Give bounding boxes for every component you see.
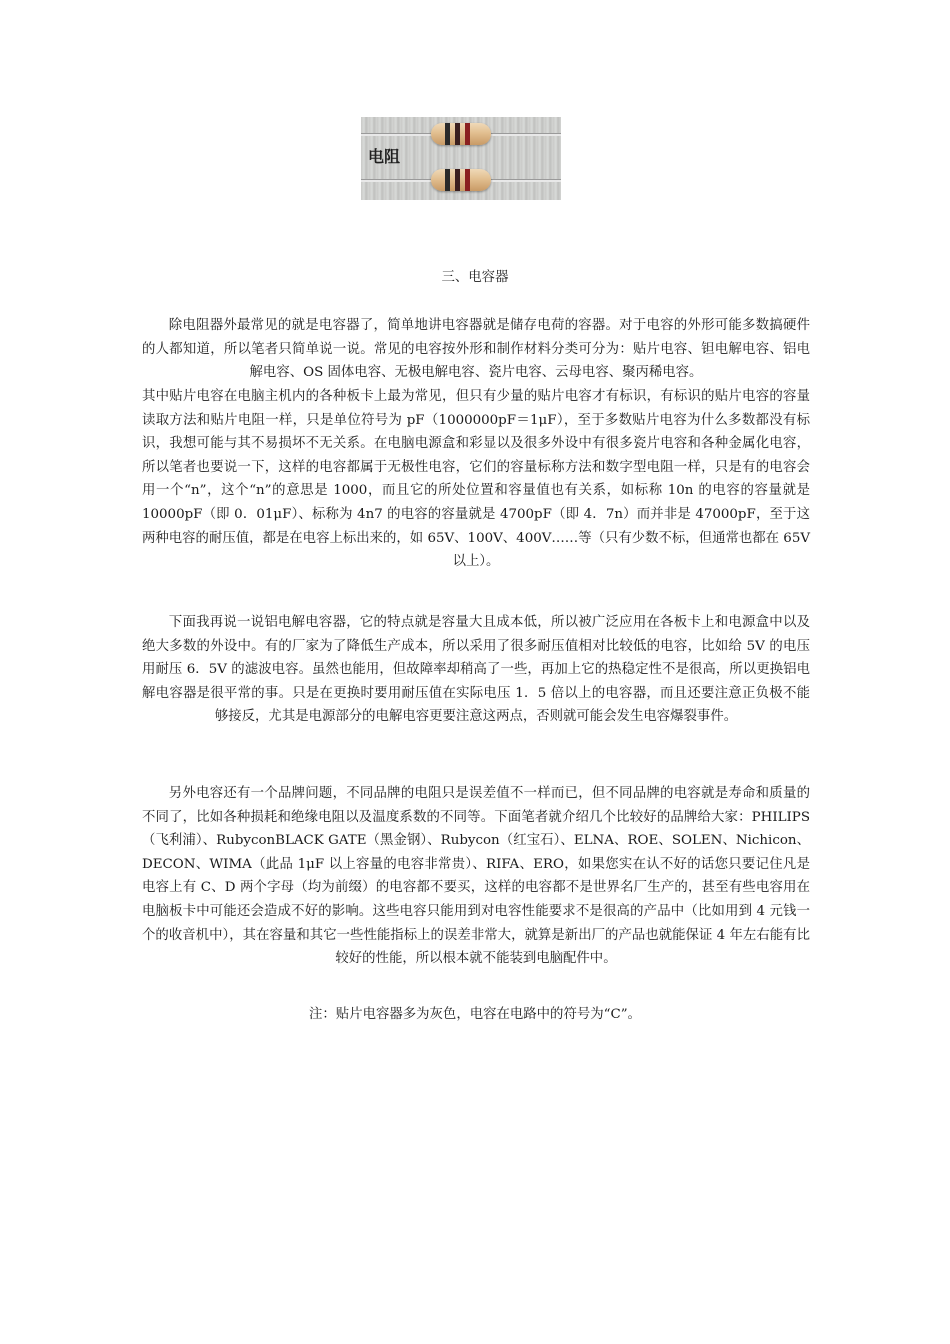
color-band	[455, 169, 460, 191]
paragraph-smd-capacitors	[142, 385, 810, 574]
paragraph-types	[142, 314, 810, 385]
resistor-body	[431, 123, 491, 145]
color-band	[465, 169, 470, 191]
color-band	[445, 169, 450, 191]
paragraph-text: 除电阻器外最常见的就是电容器了，简单地讲电容器就是储存电荷的容器。对于电容的外形可能多数搞硬件的人都知道，所以笔者只简单说一说。常见的电容按外形和制作材料分类可分为：贴片电容、钽电解电容、铝电解电容、OS 固体电容、无极电解电容、瓷片电容、云母电容、聚丙稀电容。	[142, 318, 810, 381]
footnote: 注：贴片电容器多为灰色，电容在电路中的符号为“C”。	[309, 1007, 641, 1022]
paragraph-text: 下面我再说一说铝电解电容器，它的特点就是容量大且成本低，所以被广泛应用在各板卡上和电源盒中以及绝大多数的外设中。有的厂家为了降低生产成本，所以采用了很多耐压值相对比较低的电容，比如给 5V 的电压用耐压 6．5V 的滤波电容。虽然也能用，但故障率却稍高了一些，再加上它的热稳定性不是很高，所以更换铝电解电容器是很平常的事。只是在更换时要用耐压值在实际电压 1．5 倍以上的电容器，而且还要注意正负极不能够接反，尤其是电源部分的电解电容更要注意这两点，否则就可能会发生电容爆裂事件。	[142, 615, 810, 725]
paragraph-electrolytic	[142, 611, 810, 729]
resistor-body	[431, 169, 491, 191]
color-band	[455, 123, 460, 145]
color-band	[445, 123, 450, 145]
resistor-photo	[361, 117, 561, 200]
paragraph-brands	[142, 782, 810, 971]
photo-label: 电阻	[368, 147, 401, 166]
paragraph-text: 另外电容还有一个品牌问题，不同品牌的电阻只是误差值不一样而已，但不同品牌的电容就是寿命和质量的不同了，比如各种损耗和绝缘电阻以及温度系数的不同等。下面笔者就介绍几个比较好的品牌给大家：PHILIPS（飞利浦）、RubyconBLACK GATE（黑金钢）、Rubycon（红宝石）、ELNA、ROE、SOLEN、Nichicon、DECON、WIMA（此品 1μF 以上容量的电容非常贵）、RIFA、ERO，如果您实在认不好的话您只要记住凡是电容上有 C、D 两个字母（均为前缀）的电容都不要买，这样的电容都不是世界名厂生产的，甚至有些电容用在电脑板卡中可能还会造成不好的影响。这些电容只能用到对电容性能要求不是很高的产品中（比如用到 4 元钱一个的收音机中），其在容量和其它一些性能指标上的误差非常大，就算是新出厂的产品也就能保证 4 年左右能有比较好的性能，所以根本就不能装到电脑配件中。	[142, 786, 810, 967]
color-band	[465, 123, 470, 145]
section-title: 三、电容器	[441, 270, 509, 285]
paragraph-text: 其中贴片电容在电脑主机内的各种板卡上最为常见，但只有少量的贴片电容才有标识，有标识的贴片电容的容量读取方法和贴片电阻一样，只是单位符号为 pF（1000000pF＝1μF），至于多数贴片电容为什么多数都没有标识，我想可能与其不易损坏不无关系。在电脑电源盒和彩显以及很多外设中有很多瓷片电容和各种金属化电容，所以笔者也要说一下，这样的电容都属于无极性电容，它们的容量标称方法和数字型电阻一样，只是有的电容会用一个“n”，这个“n”的意思是 1000，而且它的所处位置和容量值也有关系，如标称 10n 的电容的容量就是 10000pF（即 0．01μF）、标称为 4n7 的电容的容量就是 4700pF（即 4．7n）而并非是 47000pF，至于这两种电容的耐压值，都是在电容上标出来的，如 65V、100V、400V……等（只有少数不标，但通常也都在 65V 以上）。	[142, 389, 811, 570]
